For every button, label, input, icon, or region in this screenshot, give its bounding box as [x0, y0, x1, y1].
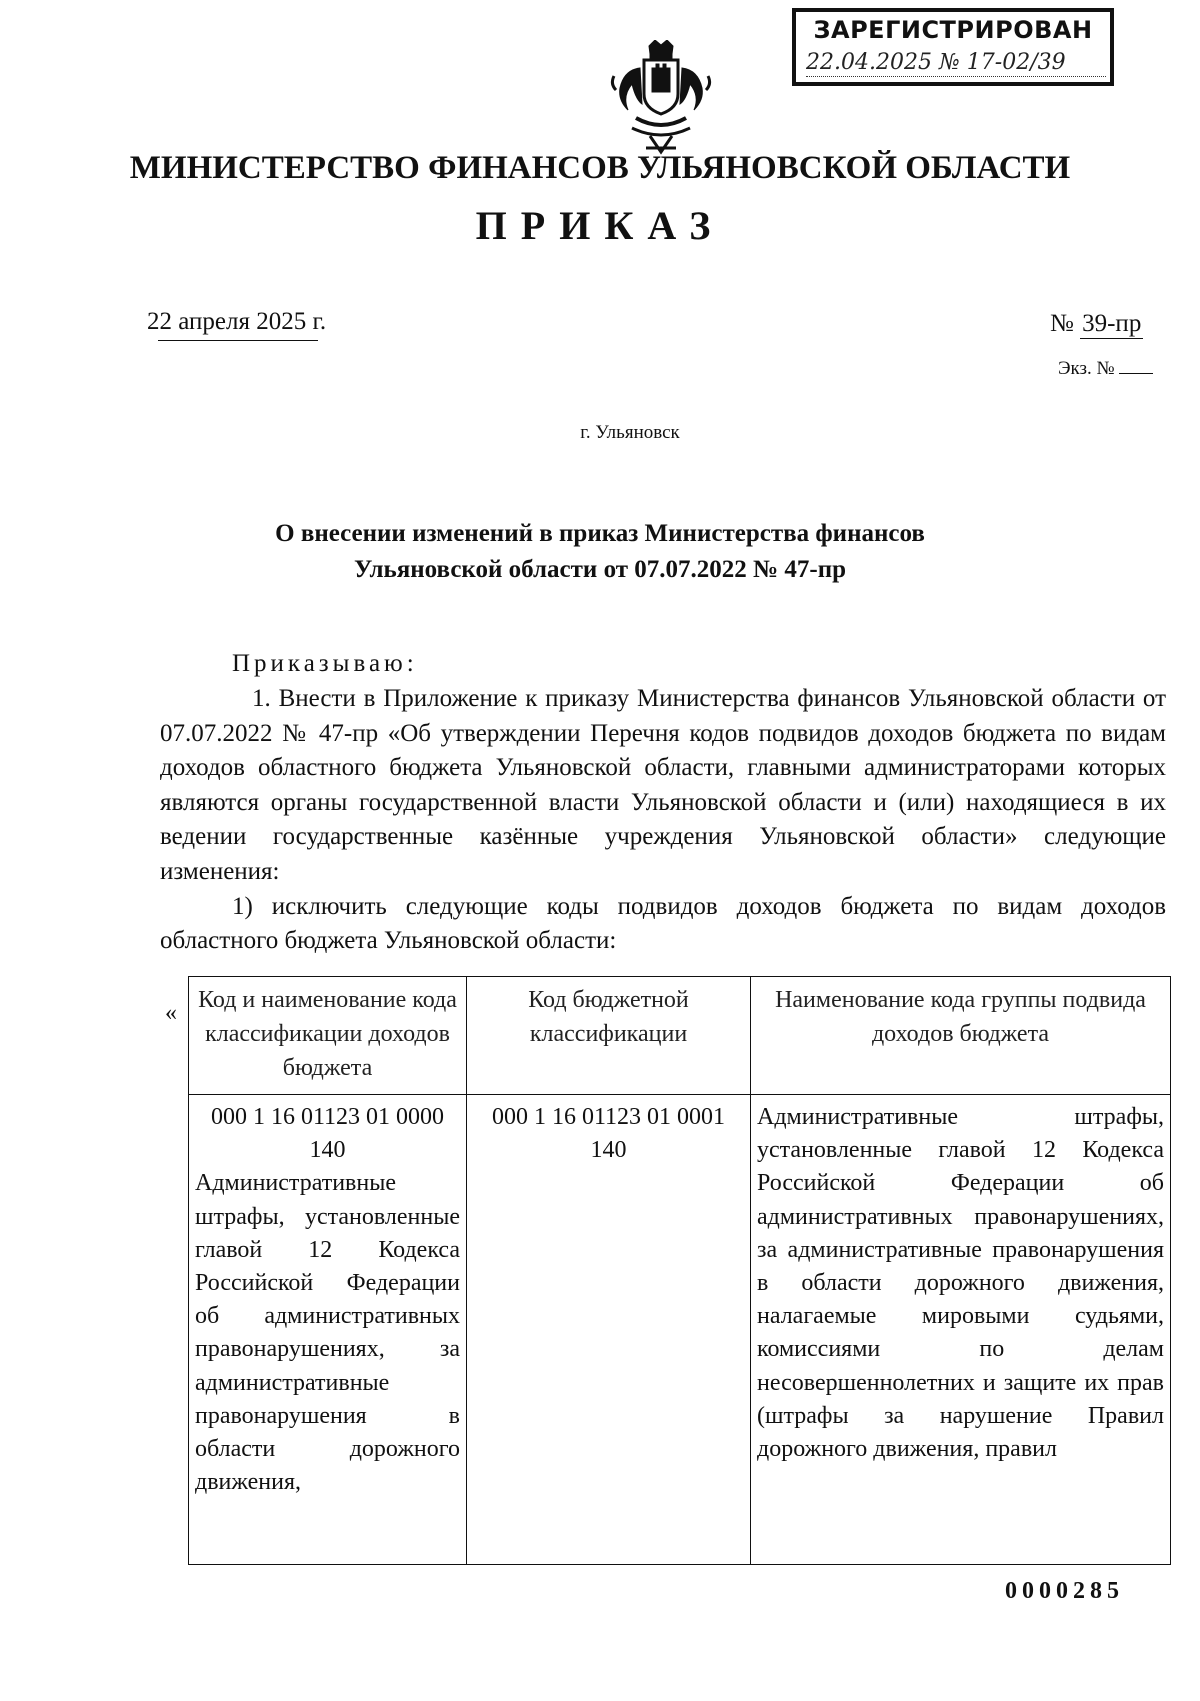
codes-table: [188, 976, 1171, 1565]
header-code-and-name: Код и наименование кода классификации доходов бюджета: [189, 977, 467, 1095]
coat-of-arms-emblem: [606, 40, 716, 158]
copy-number: [1058, 358, 1153, 380]
cell-group-name: Административные штрафы, установленные главой 12 Кодекса Российской Федерации об административных правонарушениях, за административные правонарушения в области дорожного движения, налагаемые мировыми судьями, комиссиями по делам несовершеннолетних и защите их прав (штрафы за нарушение Правил дорожного движения, правил: [751, 1095, 1171, 1565]
stamp-title: ЗАРЕГИСТРИРОВАН: [813, 16, 1093, 44]
cell-budget-code: 000 1 16 01123 01 0001 140: [467, 1095, 751, 1565]
order-word: Приказываю:: [232, 650, 418, 677]
header-budget-code: Код бюджетной классификации: [467, 977, 751, 1095]
number-label: №: [1050, 310, 1074, 337]
cell-classification-name: Административные штрафы, установленные главой 12 Кодекса Российской Федерации об административных правонарушениях, за административные правонарушения в области дорожного движения,: [195, 1170, 460, 1496]
date-underline: [158, 340, 318, 341]
subparagraph-1: 1) исключить следующие коды подвидов доходов бюджета по видам доходов областного бюджета Ульяновской области:: [160, 892, 1166, 955]
subject-line-1: О внесении изменений в приказ Министерства финансов: [275, 520, 925, 547]
copy-blank: [1119, 373, 1153, 374]
order-number: [1050, 310, 1143, 339]
cell-classification-code: 000 1 16 01123 01 0000 140: [210, 1104, 445, 1164]
header-group-name: Наименование кода группы подвида доходов бюджета: [751, 977, 1171, 1095]
stamp-handwritten-entry: 22.04.2025 № 17-02/39: [806, 50, 1106, 77]
order-date: 22 апреля 2025 г.: [147, 308, 327, 335]
order-subject: [0, 516, 1200, 588]
number-value: 39-пр: [1082, 310, 1142, 337]
paragraph-1: 1. Внести в Приложение к приказу Министерства финансов Ульяновской области от 07.07.2022 № 47-пр «Об утверждении Перечня кодов подвидов доходов бюджета по видам доходов областного бюджета Ульяновской области, главными администраторами которых являются органы государственной власти Ульяновской области и (или) находящиеся в их ведении государственные казённые учреждения Ульяновской области» следующие изменения:: [160, 685, 1166, 885]
registration-stamp: [792, 8, 1114, 86]
document-type: ПРИКАЗ: [475, 203, 725, 248]
order-text: [160, 682, 1166, 959]
copy-label: Экз. №: [1058, 358, 1115, 379]
table-header-row: [189, 977, 1171, 1095]
subject-line-2: Ульяновской области от 07.07.2022 № 47-пр: [353, 556, 847, 583]
table-row: [189, 1095, 1171, 1565]
cell-code-and-name: [189, 1095, 467, 1565]
ministry-title: МИНИСТЕРСТВО ФИНАНСОВ УЛЬЯНОВСКОЙ ОБЛАСТИ: [129, 150, 1071, 186]
city: г. Ульяновск: [580, 422, 680, 443]
open-quote: «: [165, 1000, 177, 1026]
page-serial-number: 0000285: [1005, 1578, 1124, 1604]
